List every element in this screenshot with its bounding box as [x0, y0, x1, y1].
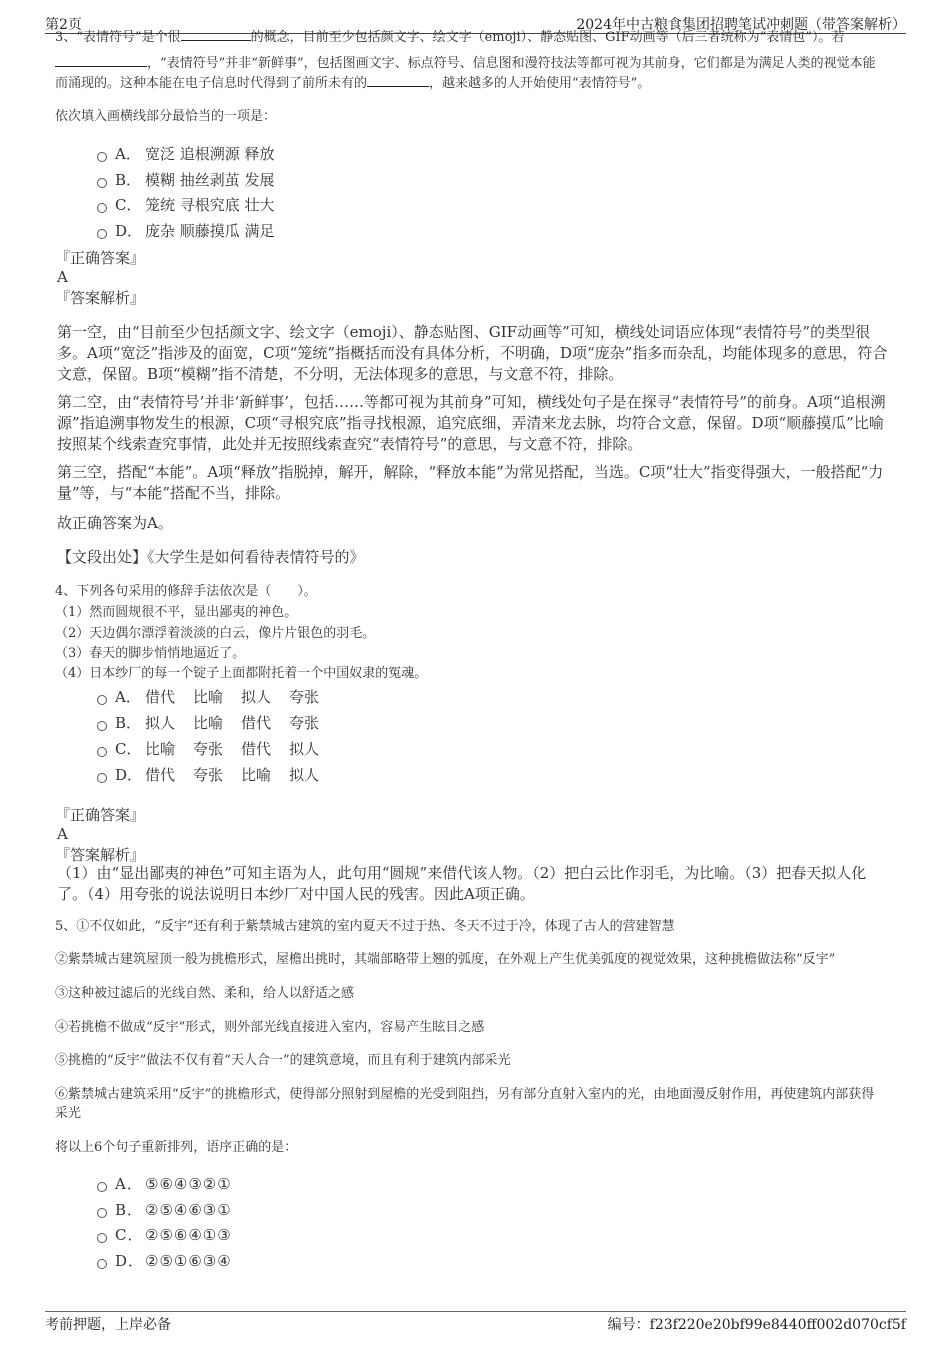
q4-stem: 4、下列各句采用的修辞手法依次是（ ）。	[55, 584, 317, 599]
q5-sentence-6: ⑥紫禁城古建筑采用“反宇”的挑檐形式，使得部分照射到屋檐的光受到阻挡，另有部分直射入室内的光，由地面漫反射作用，再使建筑内部获得 采光	[55, 1087, 875, 1121]
radio-icon[interactable]	[97, 178, 107, 188]
q3-analysis-para2: 第二空，由“表情符号’并非‘新鲜事’，包括……等都可视为其前身”可知，横线处句子是在探寻“表情符号”的前身。A项“追根溯 源”指追溯事物发生的根源，C项“寻根究底”指寻找根源，追究底细，弄清来龙去脉，均符合文意，保留。D项“顺藤摸瓜”比喻 按照某个线索查究事情，此处并无按照线索查究“表情符号”的意思，与文意不符，排除。	[57, 393, 886, 453]
q4-answer-label: 『正确答案』	[55, 806, 146, 824]
q4-option-b[interactable]: B． 拟人 比喻 借代 夸张	[97, 712, 337, 733]
q4-answer: A	[57, 825, 68, 843]
q3-option-b[interactable]: B． 模糊 抽丝剥茧 发展	[97, 169, 275, 190]
radio-icon[interactable]	[97, 1233, 107, 1243]
radio-icon[interactable]	[97, 1182, 107, 1192]
q3-analysis-label: 『答案解析』	[55, 289, 146, 307]
radio-icon[interactable]	[97, 773, 107, 783]
footer-code	[608, 1314, 906, 1334]
q4-item-1: （1）然而圆规很不平，显出鄙夷的神色。	[55, 605, 298, 620]
q4-item-3: （3）春天的脚步悄悄地逼近了。	[55, 646, 246, 661]
q3-answer-label: 『正确答案』	[55, 249, 146, 267]
q5-option-a[interactable]: A． ⑤⑥④③②①	[97, 1173, 232, 1194]
q4-analysis-label: 『答案解析』	[55, 846, 146, 864]
q5-option-b[interactable]: B． ②⑤④⑥③①	[97, 1199, 232, 1220]
radio-icon[interactable]	[97, 1208, 107, 1218]
footer-code-value: f23f220e20bf99e8440ff002d070cf5f	[649, 1317, 906, 1333]
q5-sentence-2: ②紫禁城古建筑屋顶一般为挑檐形式，屋檐出挑时，其端部略带上翘的弧度，在外观上产生优美弧度的视觉效果，这种挑檐做法称“反宇”	[55, 952, 836, 967]
q4-option-a[interactable]: A． 借代 比喻 拟人 夸张	[97, 686, 337, 707]
q3-prompt: 依次填入画横线部分最恰当的一项是：	[55, 109, 277, 124]
q3-option-a[interactable]: A． 宽泛 追根溯源 释放	[97, 143, 275, 164]
radio-icon[interactable]	[97, 721, 107, 731]
radio-icon[interactable]	[97, 747, 107, 757]
page-number: 第2页	[45, 17, 82, 33]
q5-option-d[interactable]: D．②⑤①⑥③④	[97, 1250, 232, 1271]
radio-icon[interactable]	[97, 203, 107, 213]
radio-icon[interactable]	[97, 1259, 107, 1269]
q4-option-c[interactable]: C． 比喻 夸张 借代 拟人	[97, 738, 337, 759]
footer-code-label: 编号：	[607, 1317, 650, 1333]
q3-analysis-para1: 第一空，由“目前至少包括颜文字、绘文字（emoji）、静态贴图、GIF动画等”可知，横线处词语应体现“表情符号”的类型很 多。A项“宽泛”指涉及的面宽，C项“笼统”指概括而没有具体分析，不明确，D项“庞杂”指多而杂乱，均能体现多的意思，符合 文意，保留。B项“模糊”指不清楚，不分明，无法体现多的意思，与文意不符，排除。	[57, 323, 888, 383]
q3-cut-line: 3、“表情符号”是个很 的概念，目前至少包括颜文字、绘文字（emoji）、静态贴图、GIF动画等（后三者统称为“表情包”）。若	[55, 30, 845, 45]
q4-item-2: （2）天边偶尔漂浮着淡淡的白云，像片片银色的羽毛。	[55, 626, 376, 641]
q3-analysis-para3: 第三空，搭配“本能”。A项“释放”指脱掉，解开，解除，“释放本能”为常见搭配，当选。C项“壮大”指变得强大，一般搭配“力 量”等，与“本能”搭配不当，排除。	[57, 463, 884, 502]
q3-answer: A	[57, 268, 68, 286]
document-title: 2024年中古粮食集团招聘笔试冲刺题（带答案解析）	[576, 17, 906, 33]
q3-stem-line3: 而涌现的。这种本能在电子信息时代得到了前所未有的 ，越来越多的人开始使用“表情符号”。	[55, 76, 651, 91]
footer-slogan: 考前押题，上岸必备	[45, 1317, 171, 1333]
q4-option-d[interactable]: D． 借代 夸张 比喻 拟人	[97, 764, 337, 785]
radio-icon[interactable]	[97, 229, 107, 239]
q3-stem-line2: ，“表情符号”并非“新鲜事”，包括图画文字、标点符号、信息图和漫符技法等都可视为其前身，它们都是为满足人类的视觉本能	[55, 54, 876, 73]
q5-sentence-1: 5、①不仅如此，“反宇”还有利于紫禁城古建筑的室内夏天不过于热、冬天不过于冷，体现了古人的营建智慧	[55, 919, 675, 934]
q3-option-d[interactable]: D． 庞杂 顺藤摸瓜 满足	[97, 220, 275, 241]
q3-source: 【文段出处】《大学生是如何看待表情符号的》	[57, 548, 365, 566]
q5-prompt: 将以上6个句子重新排列，语序正确的是：	[55, 1140, 298, 1155]
radio-icon[interactable]	[97, 695, 107, 705]
q5-sentence-4: ④若挑檐不做成“反宇”形式，则外部光线直接进入室内，容易产生眩目之感	[55, 1020, 485, 1035]
q5-sentence-5: ⑤挑檐的“反宇”做法不仅有着“天人合一”的建筑意境，而且有利于建筑内部采光	[55, 1053, 511, 1068]
q3-conclusion: 故正确答案为A。	[57, 514, 173, 532]
q4-analysis-text: （1）由“显出鄙夷的神色”可知主语为人，此句用“圆规”来借代该人物。（2）把白云比作羽毛，为比喻。（3）把春天拟人化 了。（4）用夸张的说法说明日本纱厂对中国人民的残害。因此A项正确。	[57, 864, 867, 903]
footer-divider	[45, 1311, 906, 1312]
q5-option-c[interactable]: C． ②⑤⑥④①③	[97, 1224, 232, 1245]
radio-icon[interactable]	[97, 152, 107, 162]
q3-option-c[interactable]: C． 笼统 寻根究底 壮大	[97, 194, 275, 215]
q5-sentence-3: ③这种被过滤后的光线自然、柔和，给人以舒适之感	[55, 986, 355, 1001]
q4-item-4: （4）日本纱厂的每一个锭子上面都附托着一个中国奴隶的冤魂。	[55, 666, 428, 681]
